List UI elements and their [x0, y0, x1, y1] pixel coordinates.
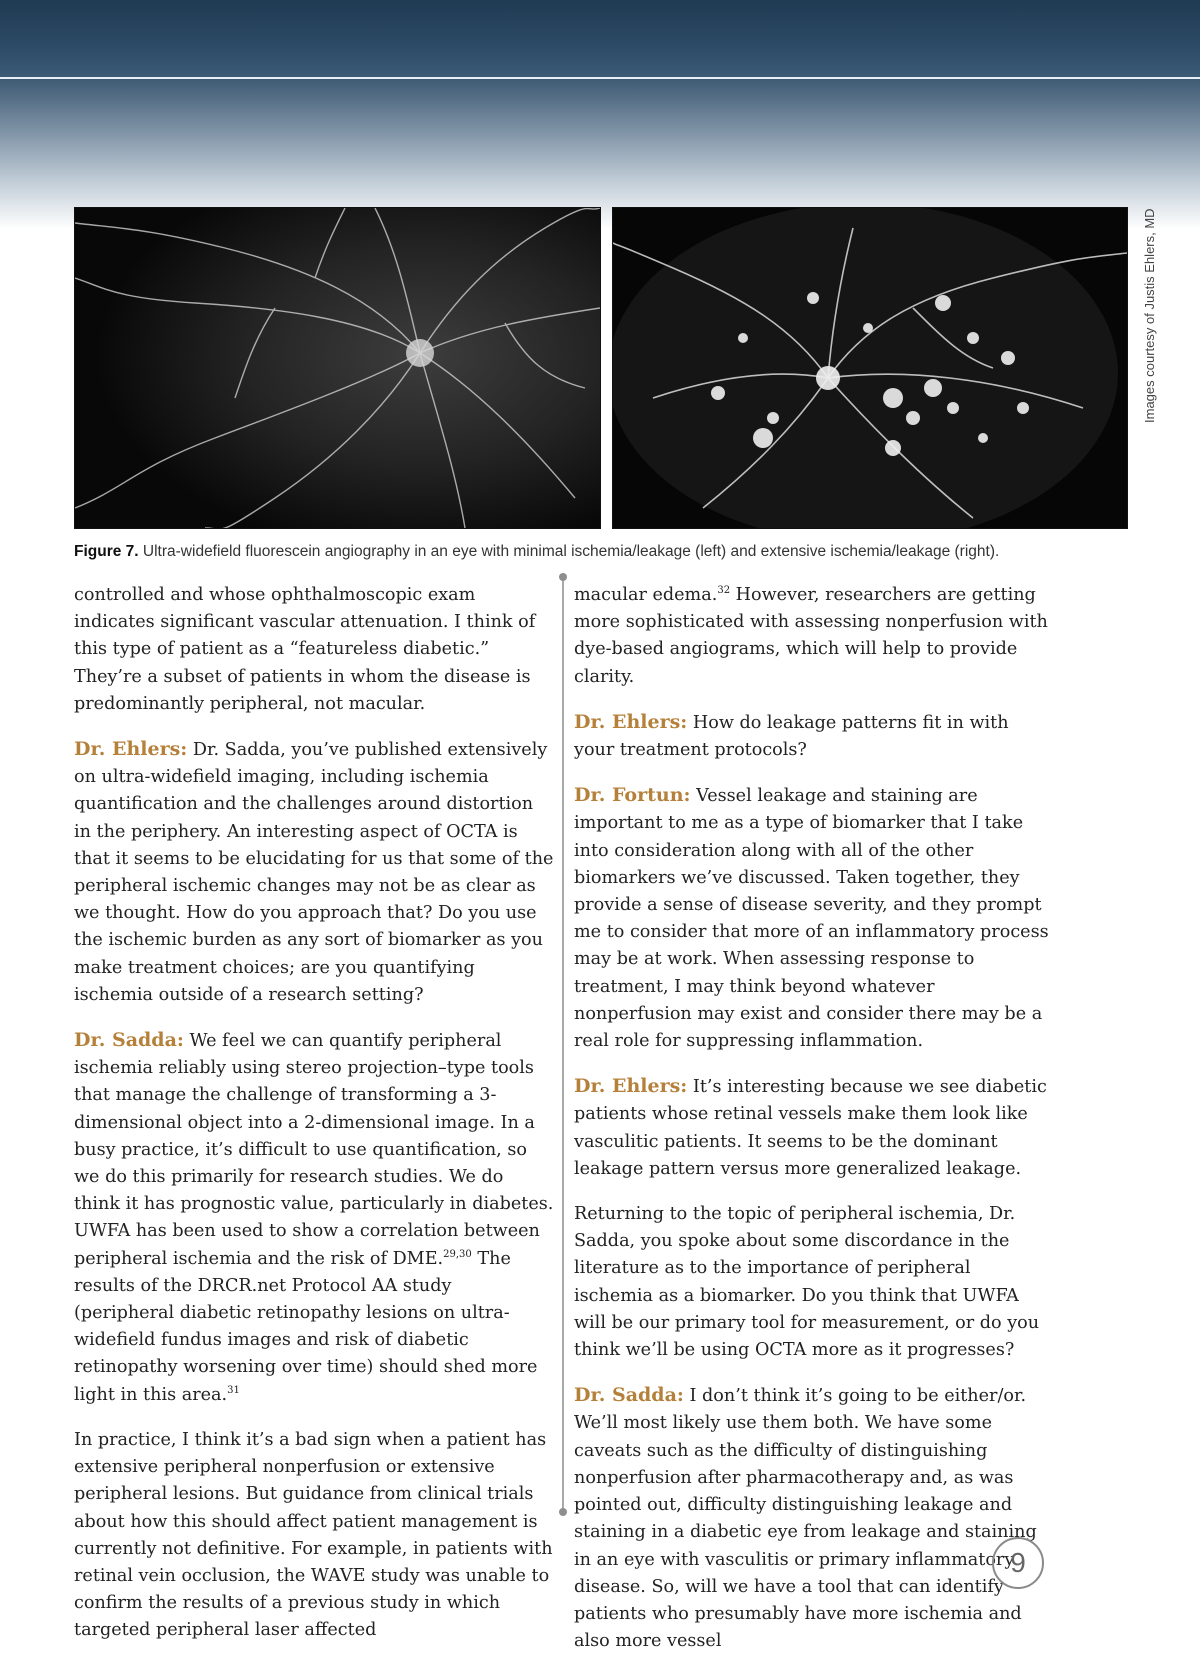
page-number: 9 [992, 1537, 1044, 1589]
paragraph: Dr. Sadda: We feel we can quantify peripheral ischemia reliably using stereo projection–type tools that manage the challenge of transforming a 3-dimensional object into a 2-dimensional image. In a busy practice, it’s difficult to use quantification, so we do this primarily for research studies. We do think it has prognostic value, particularly in diabetes. UWFA has been used to show a correlation between peripheral ischemia and the risk of DME.$^{29,30}$ The results of the DRCR.net Protocol AA study (peripheral diabetic retinopathy lesions on ultra-widefield fundus images and risk of diabetic retinopathy worsening over time) should shed more light in this area.$^{31}$ [74, 1029, 554, 1405]
speaker-label: Dr. Ehlers: [574, 710, 688, 733]
angiogram-left-image [74, 207, 601, 529]
paragraph: Dr. Ehlers: It’s interesting because we see diabetic patients whose retinal vessels make them look like vasculitic patients. It seems to be the dominant leakage pattern versus more generalized leakage. [574, 1075, 1047, 1179]
figure-caption [74, 543, 1134, 561]
citation: 31 [227, 1384, 240, 1396]
paragraph: Dr. Fortun: Vessel leakage and staining are important to me as a type of biomarker that I take into consideration along with all of the other biomarkers we’ve discussed. Taken together, they provide a sense of disease severity, and they prompt me to consider that more of an inflammatory process may be at work. When assessing response to treatment, I may think beyond whatever nonperfusion may exist and consider there may be a real role for suppressing inflammation. [574, 784, 1049, 1052]
paragraph: Dr. Ehlers: How do leakage patterns fit in with your treatment protocols? [574, 710, 1009, 761]
column-divider-top-dot [559, 573, 567, 581]
right-column [574, 582, 1054, 1673]
speaker-label: Dr. Ehlers: [74, 738, 188, 761]
figure-label: Figure 7. [74, 543, 139, 560]
speaker-label: Dr. Ehlers: [574, 1075, 688, 1098]
column-divider [562, 577, 564, 1512]
image-credit: Images courtesy of Justis Ehlers, MD [1142, 208, 1157, 423]
paragraph: Returning to the topic of peripheral ischemia, Dr. Sadda, you spoke about some discordance in the literature as to the importance of peripheral ischemia as a biomarker. Do you think that UWFA will be our primary tool for measurement, or do you think we’ll be using OCTA more as it progresses? [574, 1204, 1040, 1361]
column-divider-bottom-dot [559, 1508, 567, 1516]
paragraph: Dr. Ehlers: Dr. Sadda, you’ve published extensively on ultra-widefield imaging, including ischemia quantification and the challenges around distortion in the periphery. An interesting aspect of OCTA is that it seems to be elucidating for us that some of the peripheral ischemic changes may not be as clear as we thought. How do you approach that? Do you use the ischemic burden as any sort of biomarker as you make treatment choices; are you quantifying ischemia outside of a research setting? [74, 738, 554, 1005]
header-band [0, 0, 1200, 77]
paragraph: macular edema.$^{32}$ However, researchers are getting more sophisticated with assessing nonperfusion with dye-based angiograms, which will help to provide clarity. [574, 585, 1048, 687]
citation: 29,30 [443, 1248, 472, 1260]
paragraph: Dr. Sadda: I don’t think it’s going to be either/or. We’ll most likely use them both. We have some caveats such as the difficulty of distinguishing nonperfusion after pharmacotherapy and, as was pointed out, difficulty distinguishing leakage and staining in a diabetic eye from leakage and staining in an eye with vasculitis or primary inflammatory disease. So, will we have a tool that can identify patients who presumably have more ischemia and also more vessel [574, 1384, 1037, 1652]
figure-caption-text: Ultra-widefield fluorescein angiography in an eye with minimal ischemia/leakage (left) and extensive ischemia/leakage (right). [142, 543, 1000, 560]
paragraph: controlled and whose ophthalmoscopic exam indicates significant vascular attenuation. I think of this type of patient as a “featureless diabetic.” They’re a subset of patients in whom the disease is predominantly peripheral, not macular. [74, 585, 536, 714]
left-column [74, 582, 554, 1663]
speaker-label: Dr. Sadda: [74, 1029, 184, 1052]
paragraph: In practice, I think it’s a bad sign when a patient has extensive peripheral nonperfusion or extensive peripheral lesions. But guidance from clinical trials about how this should affect patient management is currently not definitive. For example, in patients with retinal vein occlusion, the WAVE study was unable to confirm the results of a previous study in which targeted peripheral laser affected [74, 1429, 553, 1641]
speaker-label: Dr. Fortun: [574, 784, 691, 807]
speaker-label: Dr. Sadda: [574, 1384, 684, 1407]
citation: 32 [717, 585, 731, 597]
angiogram-right-image [612, 207, 1128, 529]
